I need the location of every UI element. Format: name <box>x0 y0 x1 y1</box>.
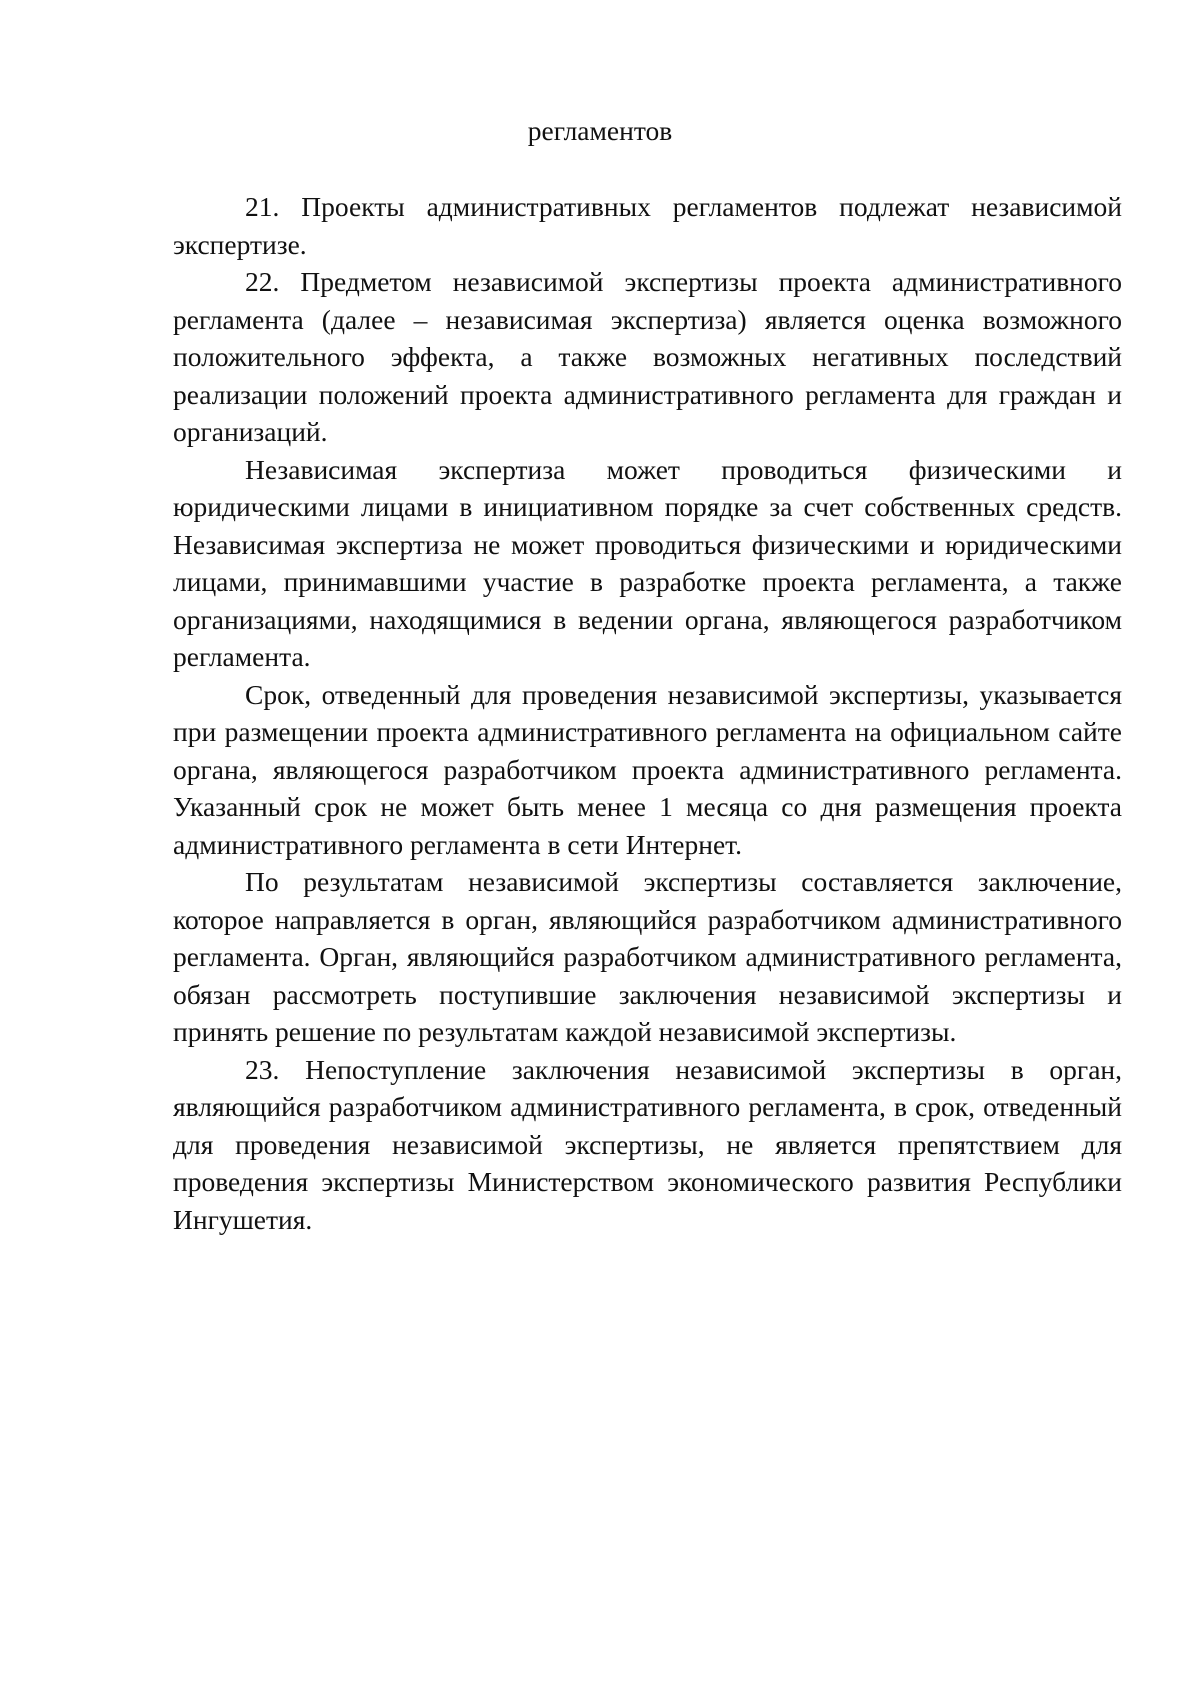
paragraph-22-expertise-term: Срок, отведенный для проведения независимой экспертизы, указывается при размещении проекта административного регламента на официальном сайте органа, являющегося разработчиком проекта административного регламента. Указанный срок не может быть менее 1 месяца со дня размещения проекта административного регламента в сети Интернет. <box>173 678 1122 860</box>
paragraph-21: 21. Проекты административных регламентов подлежат независимой экспертизе. <box>173 191 1122 260</box>
paragraph-22-expertise-conclusion: По результатам независимой экспертизы составляется заключение, которое направляется в орган, являющийся разработчиком административного регламента. Орган, являющийся разработчиком административного регламента, обязан рассмотреть поступившие заключения независимой экспертизы и принять решение по результатам каждой независимой экспертизы. <box>173 866 1122 1047</box>
paragraph-22-independent-expertise: Независимая экспертиза может проводиться физическими и юридическими лицами в инициативном порядке за счет собственных средств. Независимая экспертиза не может проводиться физическими и юридическими лицами, принимавшими участие в разработке проекта регламента, а также организациями, находящимися в ведении органа, являющегося разработчиком регламента. <box>173 453 1122 672</box>
document-body <box>173 188 1122 1238</box>
section-heading-fragment: регламентов <box>527 115 673 146</box>
paragraph-23: 23. Непоступление заключения независимой экспертизы в орган, являющийся разработчиком административного регламента, в срок, отведенный для проведения независимой экспертизы, не является препятствием для проведения экспертизы Министерством экономического развития Республики Ингушетия. <box>173 1053 1122 1235</box>
paragraph-22: 22. Предметом независимой экспертизы проекта административного регламента (далее – независимая экспертиза) является оценка возможного положительного эффекта, а также возможных негативных последствий реализации положений проекта административного регламента для граждан и организаций. <box>173 266 1122 447</box>
